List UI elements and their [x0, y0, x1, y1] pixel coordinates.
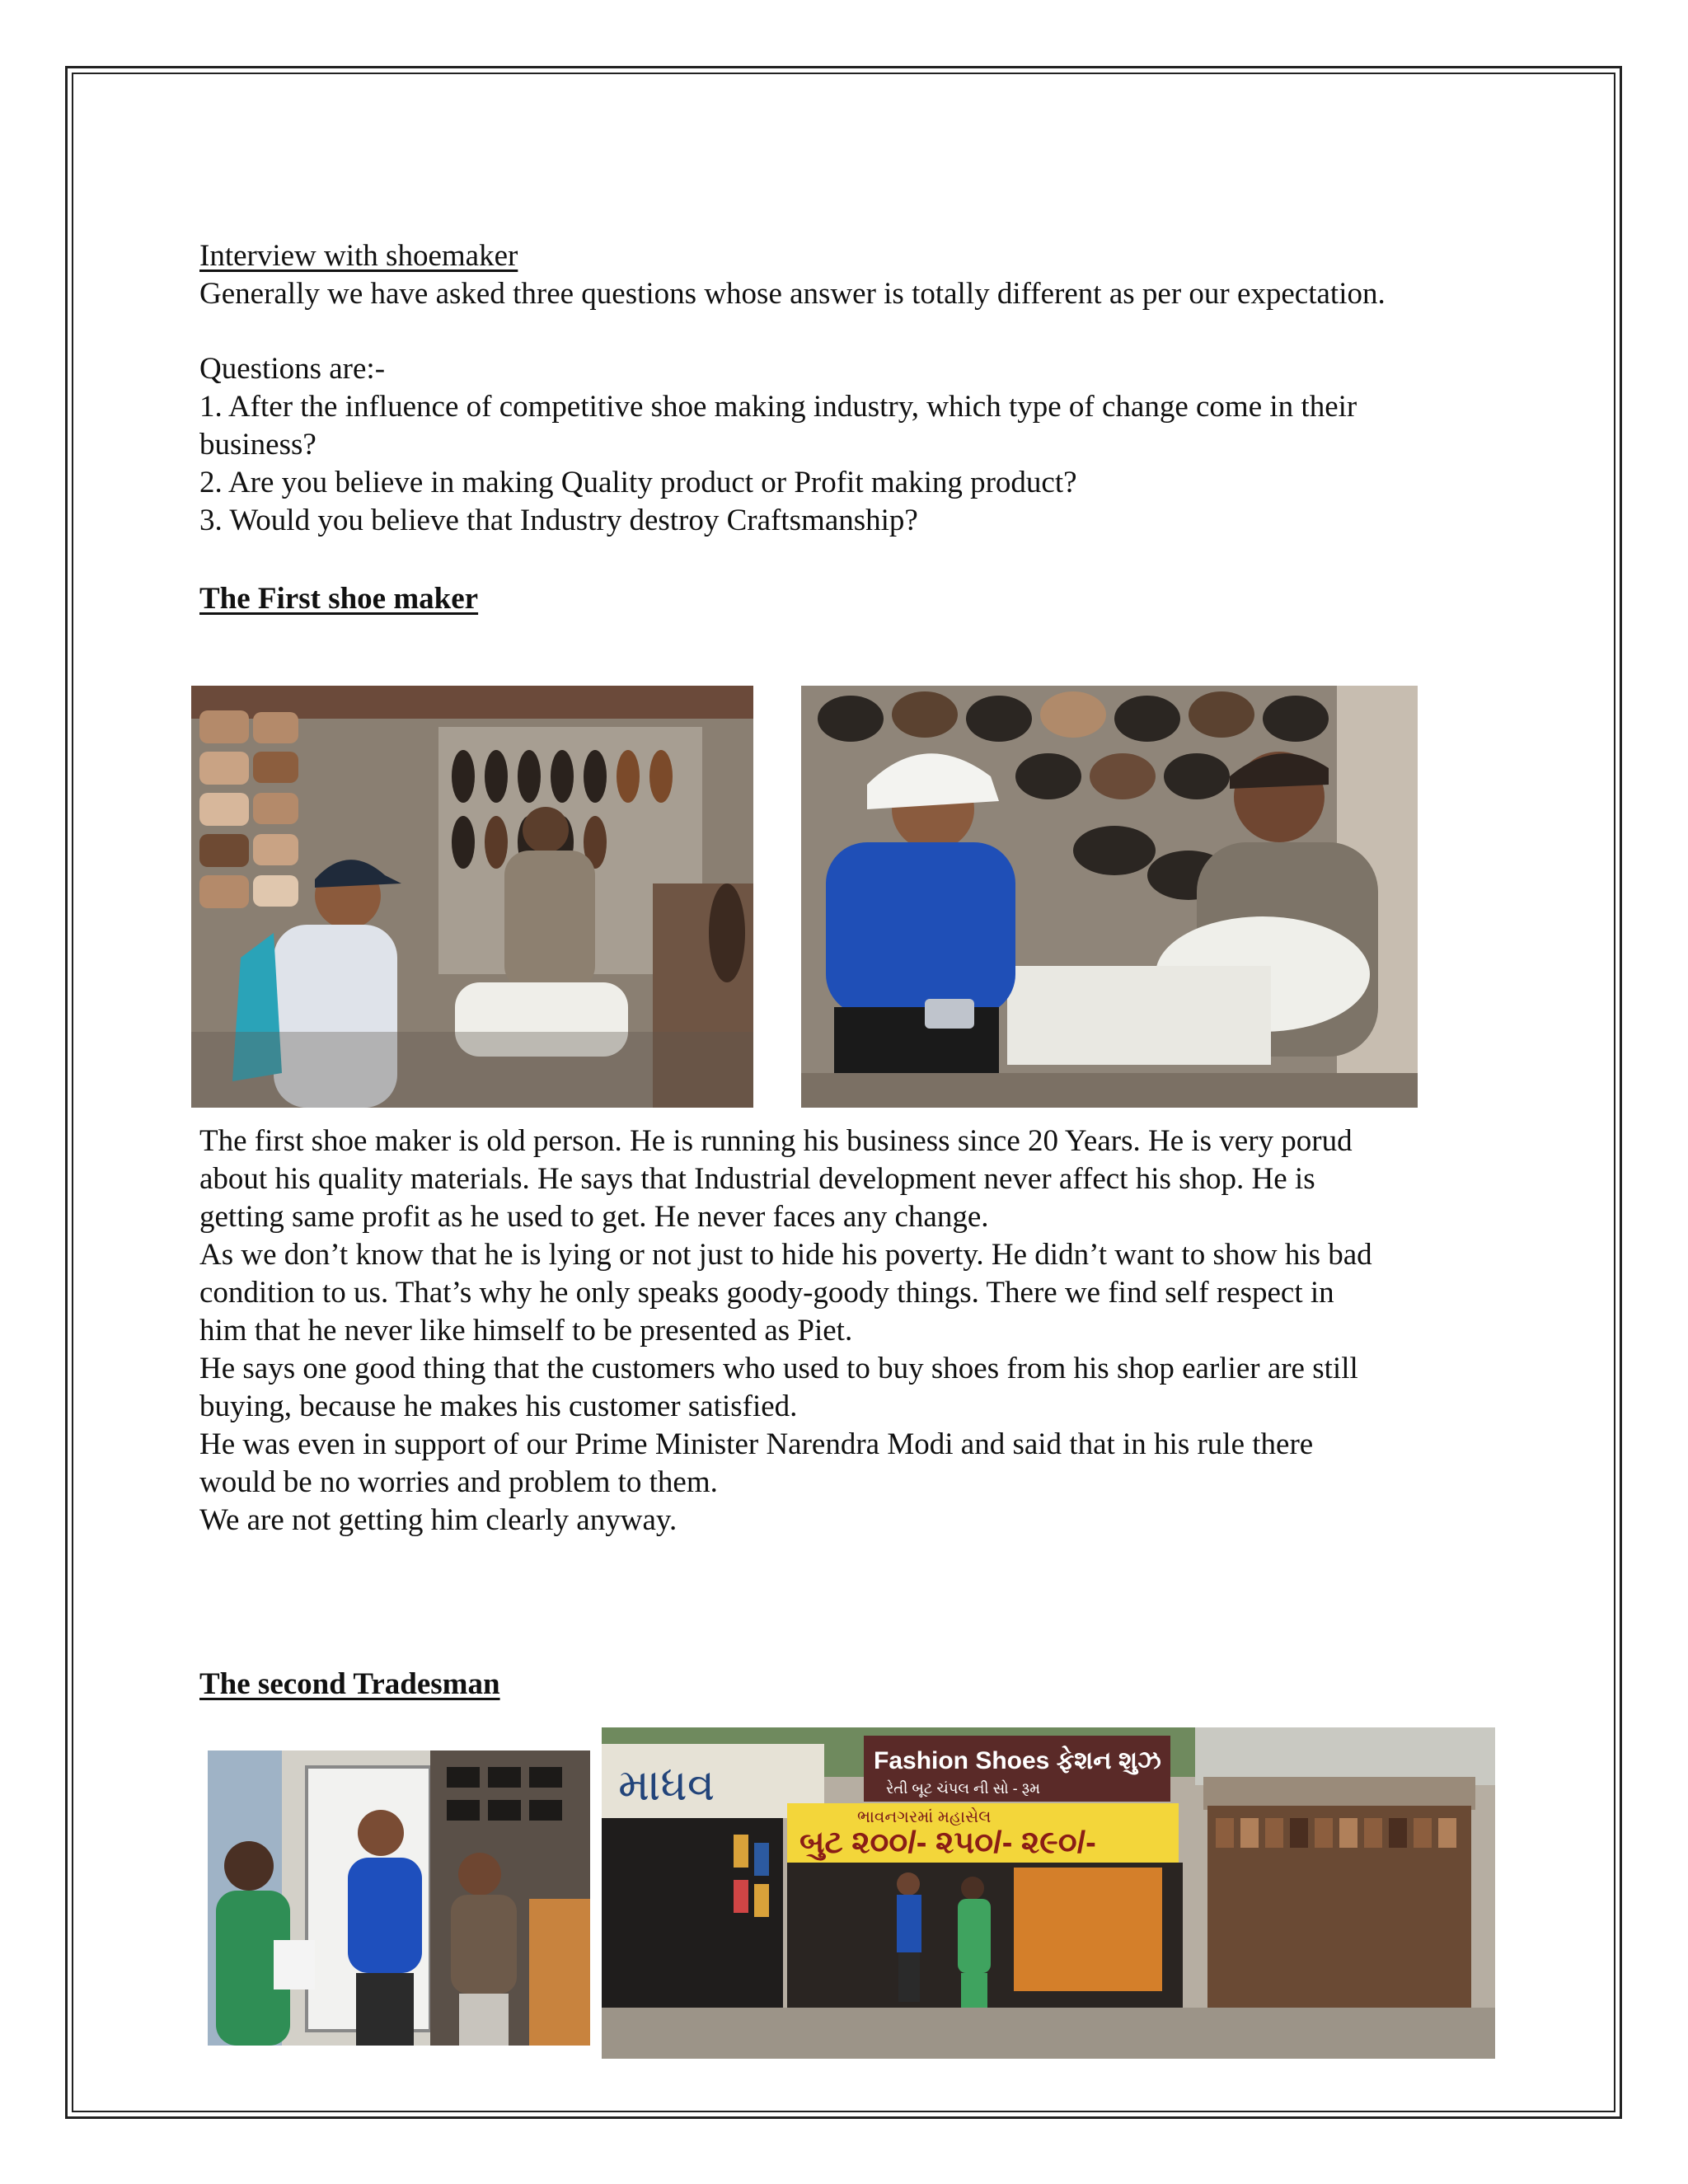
question-1b: business?: [199, 428, 316, 462]
photo-first-shop-left: [191, 686, 753, 1108]
first-line: would be no worries and problem to them.: [199, 1465, 718, 1499]
second-heading: The second Tradesman: [199, 1667, 500, 1701]
intro-section: [199, 237, 1551, 313]
first-heading: The First shoe maker: [199, 582, 479, 616]
questions-section: [199, 350, 1551, 540]
question-1a: 1. After the influence of competitive shoe making industry, which type of change come in their: [199, 390, 1357, 424]
first-line: about his quality materials. He says that Industrial development never affect his shop. He is: [199, 1162, 1315, 1196]
photo-second-interior: [208, 1750, 590, 2046]
sign-left-text: માધવ: [618, 1760, 715, 1810]
photo-second-storefront: [602, 1727, 1495, 2059]
banner-main-text: બુટ ૨૦૦/- ૨૫૦/- ૨૯૦/-: [799, 1825, 1096, 1860]
first-line: As we don’t know that he is lying or not just to hide his poverty. He didn’t want to show his bad: [199, 1238, 1372, 1272]
banner-top-text: ભાવનગરમાં મહાસેલ: [857, 1808, 992, 1826]
first-line: him that he never like himself to be presented as Piet.: [199, 1314, 853, 1347]
first-line: He says one good thing that the customers who used to buy shoes from his shop earlier are still: [199, 1352, 1358, 1385]
first-line: condition to us. That’s why he only speaks goody-goody things. There we find self respect in: [199, 1276, 1334, 1310]
first-line: He was even in support of our Prime Minister Narendra Modi and said that in his rule there: [199, 1427, 1314, 1461]
sign-fashion-shoes: Fashion Shoes ફેશન શુઝ: [874, 1747, 1161, 1774]
first-line: We are not getting him clearly anyway.: [199, 1503, 678, 1537]
sign-fashion-sub: રેતી બૂટ ચંપલ ની સો - રૂમ: [886, 1780, 1040, 1797]
first-description: [199, 1122, 1551, 1540]
questions-label: Questions are:-: [199, 352, 386, 386]
question-3: 3. Would you believe that Industry destroy Craftsmanship?: [199, 504, 918, 537]
first-line: The first shoe maker is old person. He is running his business since 20 Years. He is very porud: [199, 1124, 1353, 1158]
first-line: getting same profit as he used to get. He never faces any change.: [199, 1200, 989, 1234]
first-line: buying, because he makes his customer satisfied.: [199, 1390, 798, 1423]
question-2: 2. Are you believe in making Quality product or Profit making product?: [199, 466, 1077, 499]
intro-heading: Interview with shoemaker: [199, 239, 518, 273]
intro-summary: Generally we have asked three questions whose answer is totally different as per our expectation.: [199, 277, 1386, 311]
second-heading-block: [199, 1666, 1551, 1704]
photo-first-shop-right: [801, 686, 1418, 1108]
first-heading-block: [199, 580, 1551, 618]
